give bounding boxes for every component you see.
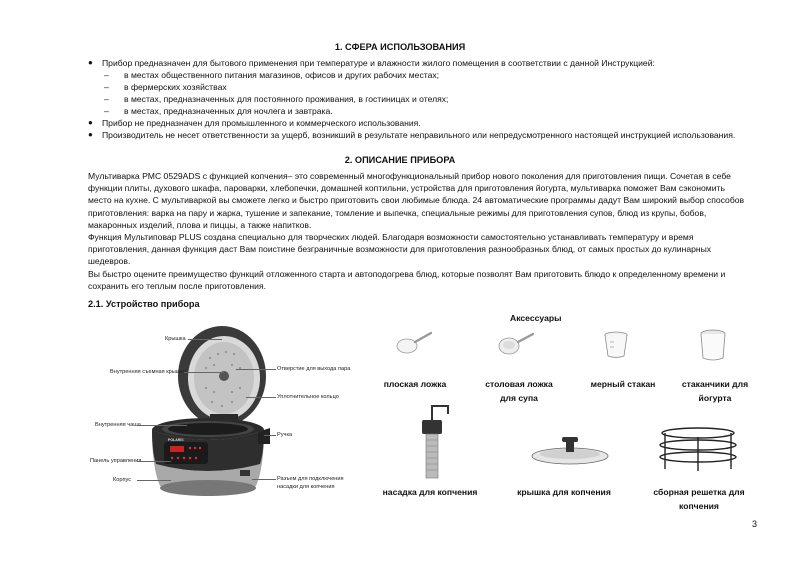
dash-icon: – (104, 106, 109, 116)
bullet-icon: ● (88, 118, 93, 127)
accessory-smoking-lid: крышка для копчения (517, 487, 611, 497)
flat-spoon-icon (395, 330, 435, 356)
text-line: шедевров. (88, 256, 131, 267)
bullet-text: Прибор предназначен для бытового применения при температуре и влажности жилого помещения в соответствии с данной Инструкцией: (102, 58, 655, 68)
label-seal-ring: Уплотнительное кольцо (277, 394, 339, 400)
description-text (88, 170, 760, 292)
text-line: Вы быстро оцените преимущество функций отложенного старта и автоподогрева блюд, которые позволят Вам приготовить блюдо к определенному времени и (88, 268, 726, 279)
accessory-flat-spoon: плоская ложка (383, 379, 447, 389)
label-bowl-lid: Внутренняя съемная крышка (110, 369, 186, 375)
accessory-smoking-attachment: насадка для копчения (382, 487, 478, 497)
accessory-soup-spoon: столовая ложка для супа (485, 379, 553, 403)
label-control-panel: Панель управления (90, 458, 142, 464)
text-line: приготовления, данная функция даст Вам поистине безграничные возможности для приготовления разнообразных блюд, от самых простых до кулинарных (88, 244, 712, 255)
accessory-yogurt-cups: стаканчики для йогурта (681, 379, 749, 403)
text-line: сохранить его теплым после приготовления. (88, 280, 266, 291)
yogurt-cup-icon (698, 328, 728, 364)
accessory-measuring-cup: мерный стакан (590, 379, 656, 389)
text-line: приготовления: варка на пару и жарка, тушение и запекание, томление и выпечка, специальные режимы для приготовления супов, блюд из крупы, бобов, (88, 207, 707, 218)
label-lid: Крышка (165, 336, 186, 342)
label-steam-outlet: Отверстие для выхода пара (277, 366, 351, 372)
label-handle: Ручка (277, 432, 293, 438)
page-number: 3 (752, 519, 758, 529)
label-body: Корпус (113, 477, 132, 483)
smoking-lid-icon (528, 428, 612, 468)
dash-icon: – (104, 94, 109, 104)
label-smoke-connector-2: насадки для копчения (277, 484, 335, 490)
label-smoke-connector: Разъем для подключения (277, 476, 344, 482)
text-line: место на кухне. С мультиваркой вы сможете легко и быстро приготовить свои любимые блюда. 24 автоматические программы дадут Вам широкий выбор способов (88, 195, 745, 206)
dash-text: в фермерских хозяйствах (124, 82, 227, 92)
brand-label: POLARIS (168, 438, 184, 442)
dash-text: в местах общественного питания магазинов, офисов и других рабочих местах; (124, 70, 440, 80)
smoking-rack-icon (655, 425, 741, 473)
dash-icon: – (104, 82, 109, 92)
bullet-icon: ● (88, 58, 93, 67)
accessory-smoking-rack: сборная решетка для копчения (653, 487, 745, 511)
text-line: Мультиварка PMC 0529ADS с функцией копчения– это современный многофункциональный прибор нового поколения для приготовления пищи. Сочетая в себе (88, 171, 731, 181)
section-1-heading: 1. СФЕРА ИСПОЛЬЗОВАНИЯ (334, 42, 466, 52)
bullet-text: Прибор не предназначен для промышленного и коммерческого использования. (102, 118, 421, 128)
text-line: Функция Мультиповар PLUS создана специально для творческих людей. Благодаря возможности самостоятельно устанавливать температуру и время (88, 232, 694, 243)
smoking-attachment-icon (408, 402, 456, 482)
label-inner-bowl: Внутренняя чаша (95, 422, 141, 428)
section-2-heading: 2. ОПИСАНИЕ ПРИБОРА (344, 155, 456, 165)
dash-text: в местах, предназначенных для постоянного проживания, в гостиницах и отелях; (124, 94, 449, 104)
bullet-icon: ● (88, 130, 93, 139)
device-heading: 2.1. Устройство прибора (88, 299, 200, 309)
accessories-heading: Аксессуары (510, 313, 562, 323)
bullet-text: Производитель не несет ответственности за ущерб, возникший в результате неправильного или непредусмотренного настоящей инструкцией использования. (102, 130, 736, 140)
soup-spoon-icon (496, 330, 536, 356)
text-line: функции плиты, духового шкафа, пароварки, хлебопечки, домашней коптильни, устройства для приготовления йогурта, мультиварка поможет Вам сэкономить (88, 183, 725, 194)
measuring-cup-icon (602, 330, 630, 360)
dash-icon: – (104, 70, 109, 80)
dash-text: в местах, предназначенных для ночлега и завтрака. (124, 106, 333, 116)
text-line: макаронных изделий, плова и пиццы, а также напитков. (88, 219, 312, 230)
